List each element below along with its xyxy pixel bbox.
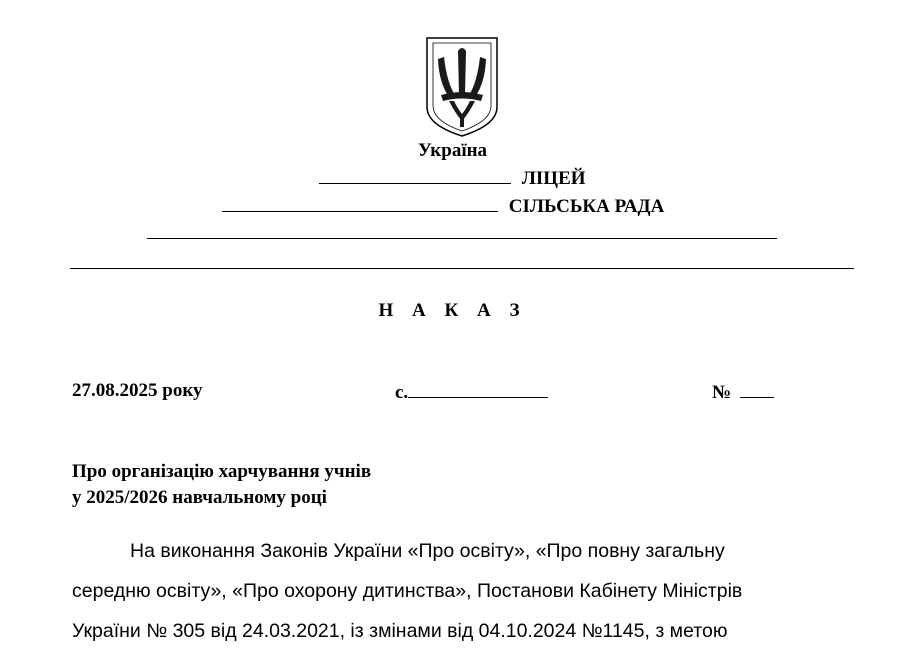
header-divider [70, 268, 854, 269]
council-line [222, 194, 664, 218]
lyceum-name-blank [319, 166, 511, 184]
coat-of-arms-trident-icon [425, 35, 499, 138]
lyceum-label: ЛІЦЕЙ [521, 168, 586, 189]
subject-line-1: Про організацію харчування учнів [72, 461, 372, 482]
order-village [395, 380, 548, 404]
village-blank [408, 380, 548, 398]
number-prefix: № [712, 382, 732, 403]
body-text-line-1: На виконання Законів України «Про освіту», «Про повну загальну [130, 540, 725, 562]
council-name-blank [222, 194, 498, 212]
address-blank-line [147, 238, 777, 239]
subject-line-2: у 2025/2026 навчальному році [72, 487, 327, 508]
order-date: 27.08.2025 року [72, 380, 203, 401]
body-text-line-3: України № 305 від 24.03.2021, із змінами від 04.10.2024 №1145, з метою [72, 620, 728, 642]
order-number [712, 380, 774, 404]
country-name: Україна [417, 140, 488, 161]
number-blank [740, 380, 774, 398]
body-text-line-2: середню освіту», «Про охорону дитинства», Постанови Кабінету Міністрів [72, 580, 743, 602]
document-title: Н А К А З [378, 300, 527, 321]
village-prefix: с. [395, 382, 409, 403]
council-label: СІЛЬСЬКА РАДА [508, 196, 665, 217]
lyceum-line [319, 166, 586, 190]
